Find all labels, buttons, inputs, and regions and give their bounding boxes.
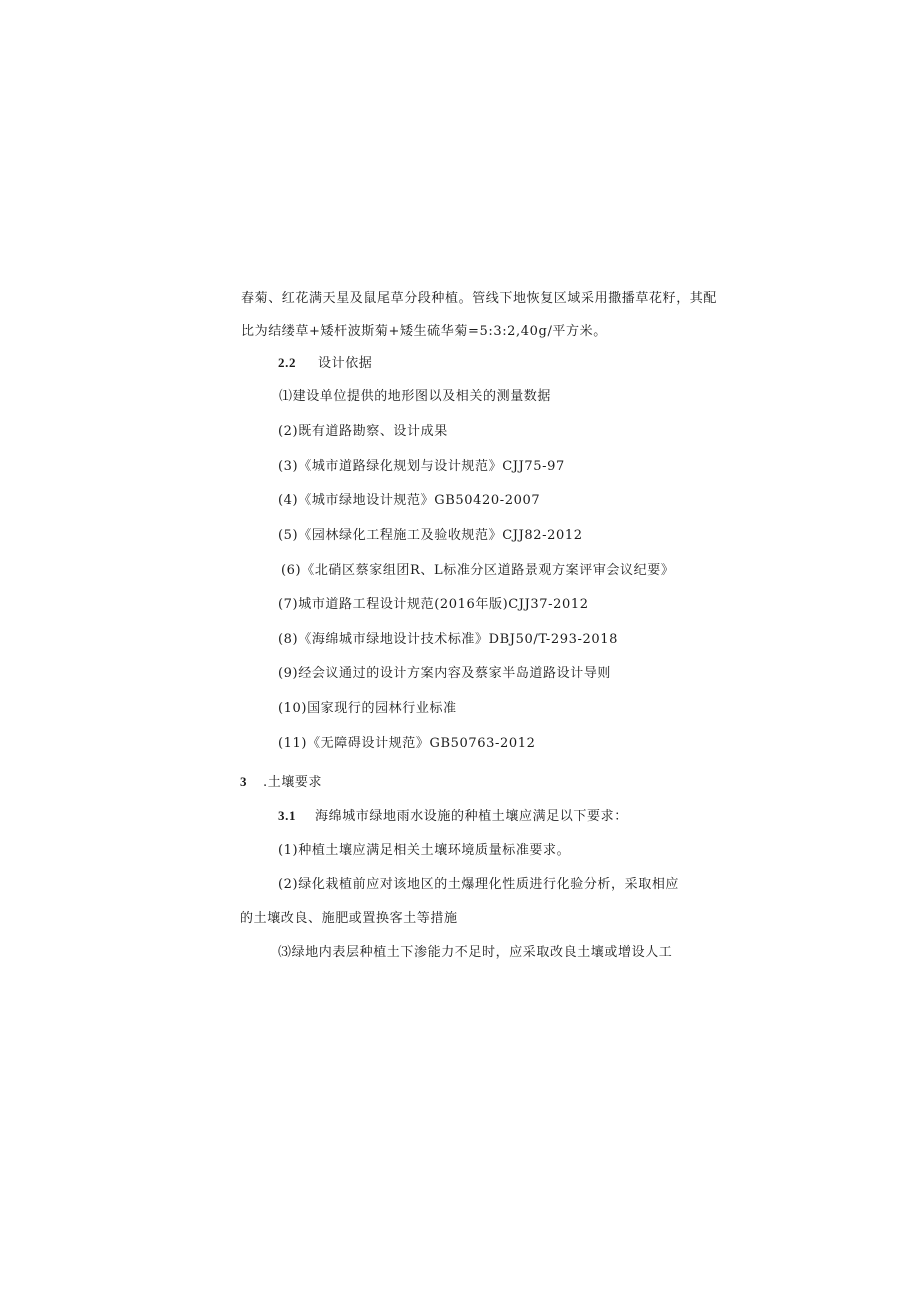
section-3-title: .土壤要求 bbox=[263, 775, 323, 790]
basis-item-5: (5)《园林绿化工程施工及验收规范》CJJ82-2012 bbox=[278, 528, 583, 543]
section-3-1-number: 3.1 bbox=[278, 808, 297, 823]
soil-item-2-line-1: (2)绿化栽植前应对该地区的土爆理化性质进行化验分析，采取相应 bbox=[278, 877, 680, 892]
section-2-2-heading bbox=[278, 354, 372, 373]
section-3-1-title: 海绵城市绿地雨水设施的种植土壤应满足以下要求： bbox=[315, 809, 628, 824]
section-3-heading bbox=[240, 773, 322, 792]
section-3-number: 3 bbox=[240, 774, 248, 789]
section-3-1-heading bbox=[278, 807, 628, 826]
soil-item-1: (1)种植土壤应满足相关土壤环境质量标准要求。 bbox=[278, 843, 571, 858]
basis-item-4: (4)《城市绿地设计规范》GB50420-2007 bbox=[278, 493, 541, 508]
soil-item-3: ⑶绿地内表层种植土下渗能力不足时，应采取改良土壤或增设人工 bbox=[278, 945, 673, 960]
soil-item-2-line-2: 的土壤改良、施肥或置换客土等措施 bbox=[240, 911, 458, 926]
intro-line-2: 比为结缕草+矮杆波斯菊+矮生硫华菊=5:3:2,40g/平方米。 bbox=[241, 324, 607, 339]
basis-item-2: (2)既有道路勘察、设计成果 bbox=[278, 424, 448, 439]
basis-item-3: (3)《城市道路绿化规划与设计规范》CJJ75-97 bbox=[278, 459, 565, 474]
section-2-2-number: 2.2 bbox=[278, 355, 297, 370]
basis-item-1: ⑴建设单位提供的地形图以及相关的测量数据 bbox=[279, 389, 552, 404]
basis-item-8: (8)《海绵城市绿地设计技术标准》DBJ50/T-293-2018 bbox=[278, 632, 619, 647]
basis-item-6: (6)《北硝区蔡家组团R、L标准分区道路景观方案评审会议纪要》 bbox=[281, 563, 675, 578]
basis-item-7: (7)城市道路工程设计规范(2016年版)CJJ37-2012 bbox=[278, 597, 589, 612]
intro-line-1: 春菊、红花满天星及鼠尾草分段种植。管线下地恢复区域采用撒播草花籽，其配 bbox=[241, 291, 718, 306]
basis-item-10: (10)国家现行的园林行业标准 bbox=[278, 701, 457, 716]
section-2-2-title: 设计依据 bbox=[318, 356, 373, 371]
basis-item-11: (11)《无障碍设计规范》GB50763-2012 bbox=[278, 736, 536, 751]
basis-item-9: (9)经会议通过的设计方案内容及蔡家半岛道路设计导则 bbox=[278, 666, 612, 681]
